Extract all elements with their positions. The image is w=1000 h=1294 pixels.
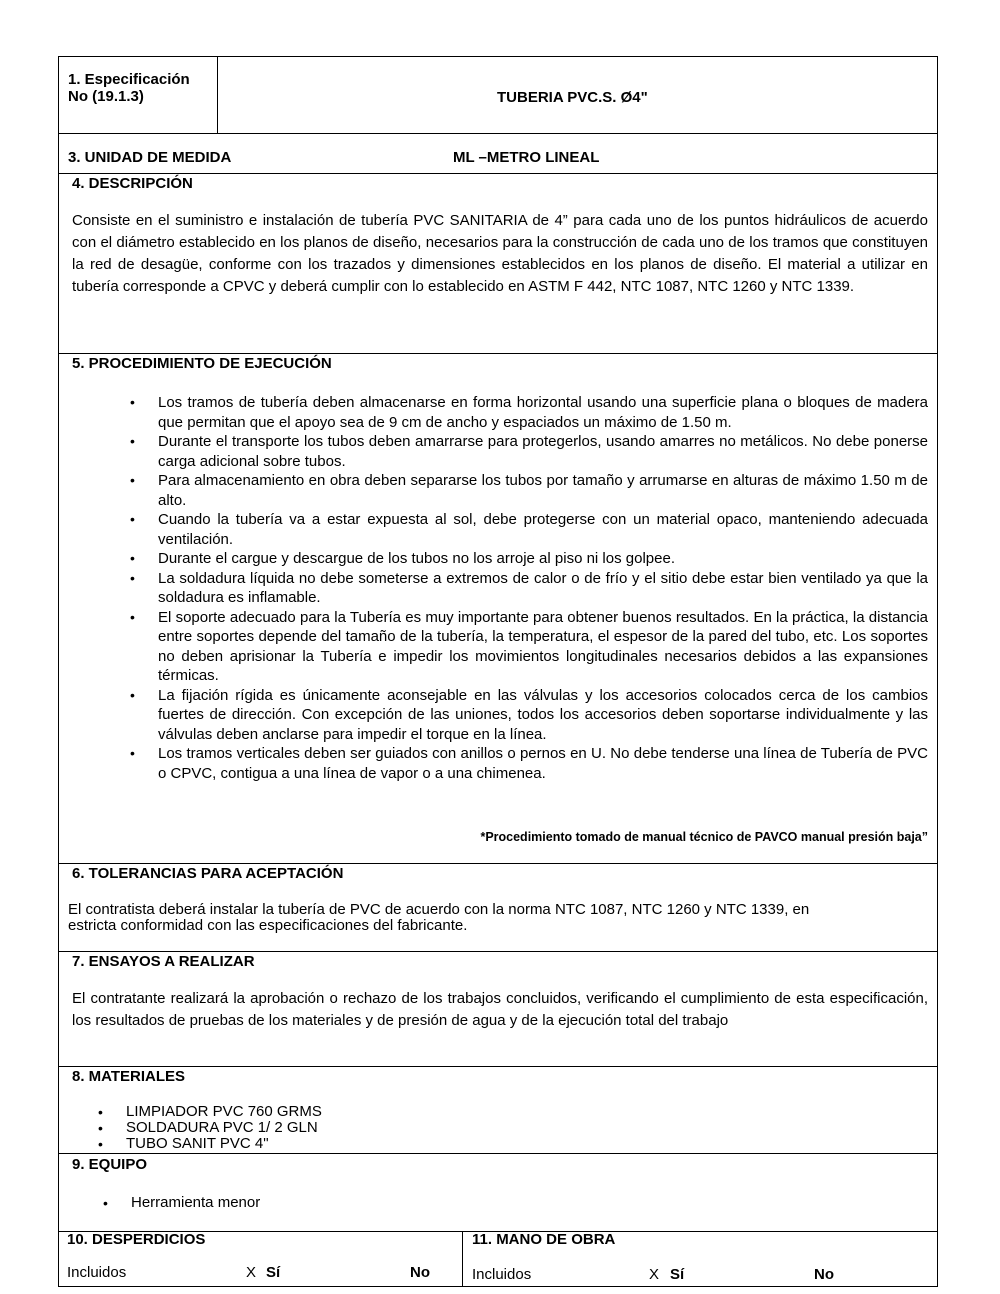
spec-title: TUBERIA PVC.S. Ø4" xyxy=(497,89,648,106)
tests-text: El contratante realizará la aprobación o rechazo de los trabajos concluidos, verificando el cumplimiento de esta especificación, los resultados de pruebas de los materiales y de presión de agua y de la ejecución total del trabajo xyxy=(72,990,928,1029)
procedure-item: • Los tramos verticales deben ser guiados con anillos o pernos en U. No debe tenderse una línea de Tubería de PVC o CPVC, contigua a una línea de vapor o a una chimenea. xyxy=(130,745,928,782)
description-heading: 4. DESCRIPCIÓN xyxy=(72,175,193,192)
waste-included-label: Incluidos xyxy=(67,1264,127,1281)
procedure-item: • Cuando la tubería va a estar expuesta al sol, debe protegerse con un material opaco, manteniendo adecuada ventilación. xyxy=(130,511,928,548)
unit-value: ML –METRO LINEAL xyxy=(453,149,600,166)
materials-item: • SOLDADURA PVC 1/ 2 GLN xyxy=(98,1119,318,1136)
tests-heading: 7. ENSAYOS A REALIZAR xyxy=(72,953,255,970)
procedure-item: • El soporte adecuado para la Tubería es muy importante para obtener buenos resultados. En la práctica, la distancia entre soportes depende del tamaño de la tubería, la temperatura, el espesor de la pared del tubo, etc. Los soportes no deben aprisionar la Tubería e impedir los movimientos longitudinales necesarios debidos a las expansiones térmicas. xyxy=(130,608,928,684)
row-equipment xyxy=(58,1153,938,1232)
equipment-item: • Herramienta menor xyxy=(103,1194,261,1211)
equipment-heading: 9. EQUIPO xyxy=(72,1156,148,1173)
labor-x-mark: X xyxy=(649,1266,660,1283)
procedure-item: • Durante el transporte los tubos deben amarrarse para protegerlos, usando amarres no metálicos. No debe ponerse carga adicional sobre tubos. xyxy=(130,433,928,470)
waste-no-option: No xyxy=(410,1264,430,1281)
labor-no-option: No xyxy=(814,1266,834,1283)
labor-heading: 11. MANO DE OBRA xyxy=(472,1231,616,1248)
waste-yes-option: Sí xyxy=(266,1264,281,1281)
procedure-list xyxy=(130,393,928,783)
description-text: Consiste en el suministro e instalación de tubería PVC SANITARIA de 4” para cada uno de los puntos hidráulicos de acuerdo con el diámetro establecido en los planos de diseño, necesarios para la construcción de cada uno de los tramos que constituyen la red de desagüe, conforme con los trazados y dimensiones establecidos en los planos de diseño. El material a utilizar en tubería corresponde a CPVC y deberá cumplir con lo establecido en ASTM F 442, NTC 1087, NTC 1260 y NTC 1339. xyxy=(72,212,928,295)
unit-label: 3. UNIDAD DE MEDIDA xyxy=(68,149,232,166)
materials-item: • LIMPIADOR PVC 760 GRMS xyxy=(98,1103,322,1120)
procedure-note: *Procedimiento tomado de manual técnico de PAVCO manual presión baja” xyxy=(480,830,928,844)
procedure-item: • La soldadura líquida no debe someterse a extremos de calor o de frío y el sitio debe estar bien ventilado ya que la soldadura es inflamable. xyxy=(130,569,928,606)
spec-label-line2: No (19.1.3) xyxy=(68,88,144,105)
tolerances-line2: estricta conformidad con las especificaciones del fabricante. xyxy=(68,917,468,934)
procedure-heading: 5. PROCEDIMIENTO DE EJECUCIÓN xyxy=(72,355,332,372)
procedure-item: • Durante el cargue y descargue de los tubos no los arroje al piso ni los golpee. xyxy=(130,550,675,567)
waste-x-mark: X xyxy=(246,1264,257,1281)
materials-heading: 8. MATERIALES xyxy=(72,1068,186,1085)
waste-heading: 10. DESPERDICIOS xyxy=(67,1231,206,1248)
procedure-item: • La fijación rígida es únicamente aconsejable en las válvulas y los accesorios colocados cerca de los cambios fuertes de dirección. Con excepción de las uniones, todos los accesorios deben soportarse individualmente y las válvulas deben anclarse para impedir el torque en la línea. xyxy=(130,686,928,743)
tolerances-heading: 6. TOLERANCIAS PARA ACEPTACIÓN xyxy=(72,865,344,882)
tolerances-line1: El contratista deberá instalar la tubería de PVC de acuerdo con la norma NTC 1087, NTC 1260 y NTC 1339, en xyxy=(68,901,810,918)
spec-label-line1: 1. Especificación xyxy=(68,71,190,88)
materials-item: • TUBO SANIT PVC 4" xyxy=(98,1135,269,1152)
equipment-list xyxy=(103,1194,531,1211)
materials-list xyxy=(98,1103,526,1152)
procedure-item: • Los tramos de tubería deben almacenarse en forma horizontal usando una superficie plana o bloques de madera que permitan que el apoyo sea de 9 cm de ancho y espaciados un máximo de 1.50 m. xyxy=(130,394,928,431)
procedure-item: • Para almacenamiento en obra deben separarse los tubos por tamaño y arrumarse en alturas de máximo 1.50 m de alto. xyxy=(130,472,928,509)
labor-yes-option: Sí xyxy=(670,1266,685,1283)
labor-included-label: Incluidos xyxy=(472,1266,532,1283)
